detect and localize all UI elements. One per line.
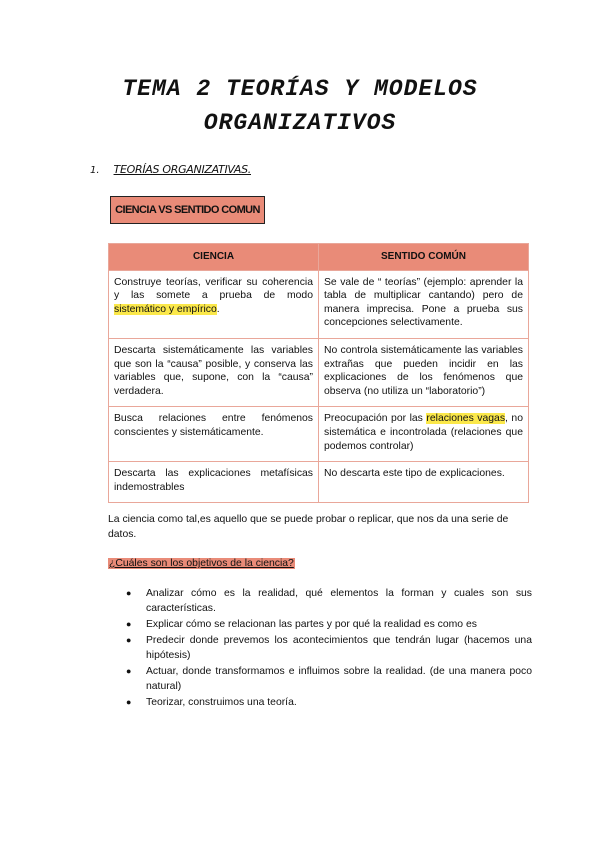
list-item: ● Analizar cómo es la realidad, qué elementos la forman y cuales son sus características. <box>126 588 532 614</box>
column-header-sentido-comun: SENTIDO COMÚN <box>319 244 529 271</box>
bullet-icon: ● <box>126 588 132 598</box>
list-item: ● Explicar cómo se relacionan las partes y por qué la realidad es como es <box>126 619 477 630</box>
table-row <box>109 462 529 503</box>
bullet-icon: ● <box>126 697 132 707</box>
list-item: ● Actuar, donde transformamos e influimos sobre la realidad. (de una manera poco natural) <box>126 666 532 692</box>
title-line-1: TEMA 2 TEORÍAS Y MODELOS <box>122 76 478 102</box>
bullet-icon: ● <box>126 666 132 676</box>
table-cell: Se vale de “ teorías” (ejemplo: aprender la tabla de multiplicar cantando) pero de manera imprecisa. Pone a prueba sus concepciones selectivamente. <box>319 270 529 338</box>
topic-tag: CIENCIA VS SENTIDO COMUN <box>110 196 265 224</box>
section-heading <box>90 163 251 176</box>
table-cell: No controla sistemáticamente las variables extrañas que pueden incidir en las explicaciones de los fenómenos que observa (no utiliza un “laboratorio”) <box>319 338 529 406</box>
table-row <box>109 338 529 406</box>
title-line-2: ORGANIZATIVOS <box>203 110 397 136</box>
list-item: ● Teorizar, construimos una teoría. <box>126 697 297 708</box>
table-header-row <box>109 244 529 271</box>
highlighted-text: relaciones vagas <box>426 413 506 425</box>
list-item: ● Predecir donde prevemos los acontecimientos que tendrán lugar (hacemos una hipótesis) <box>126 635 532 661</box>
section-heading-text: TEORÍAS ORGANIZATIVAS. <box>113 163 251 176</box>
objectives-list <box>108 586 532 711</box>
table-row <box>109 270 529 338</box>
comparison-table <box>108 243 529 503</box>
table-row <box>109 407 529 462</box>
bullet-icon: ● <box>126 619 132 629</box>
table-cell: Construye teorías, verificar su coherencia y las somete a prueba de modo sistemático y empírico. <box>109 270 319 338</box>
table-cell: Busca relaciones entre fenómenos conscientes y sistemáticamente. <box>109 407 319 462</box>
bullet-icon: ● <box>126 635 132 645</box>
table-cell: Preocupación por las relaciones vagas, no sistemática e incontrolada (relaciones que podemos controlar) <box>319 407 529 462</box>
table-cell: No descarta este tipo de explicaciones. <box>319 462 529 503</box>
section-number: 1. <box>90 165 100 176</box>
science-definition-paragraph: La ciencia como tal,es aquello que se puede probar o replicar, que nos da una serie de datos. <box>108 514 509 540</box>
column-header-ciencia: CIENCIA <box>109 244 319 271</box>
objectives-question: ¿Cuáles son los objetivos de la ciencia? <box>109 558 294 569</box>
table-cell: Descarta sistemáticamente las variables que son la “causa” posible, y conserva las variables que, supone, con la “causa” verdadera. <box>109 338 319 406</box>
document-title <box>0 72 600 140</box>
table-cell: Descarta las explicaciones metafísicas indemostrables <box>109 462 319 503</box>
highlighted-text: sistemático y empírico <box>114 303 217 315</box>
